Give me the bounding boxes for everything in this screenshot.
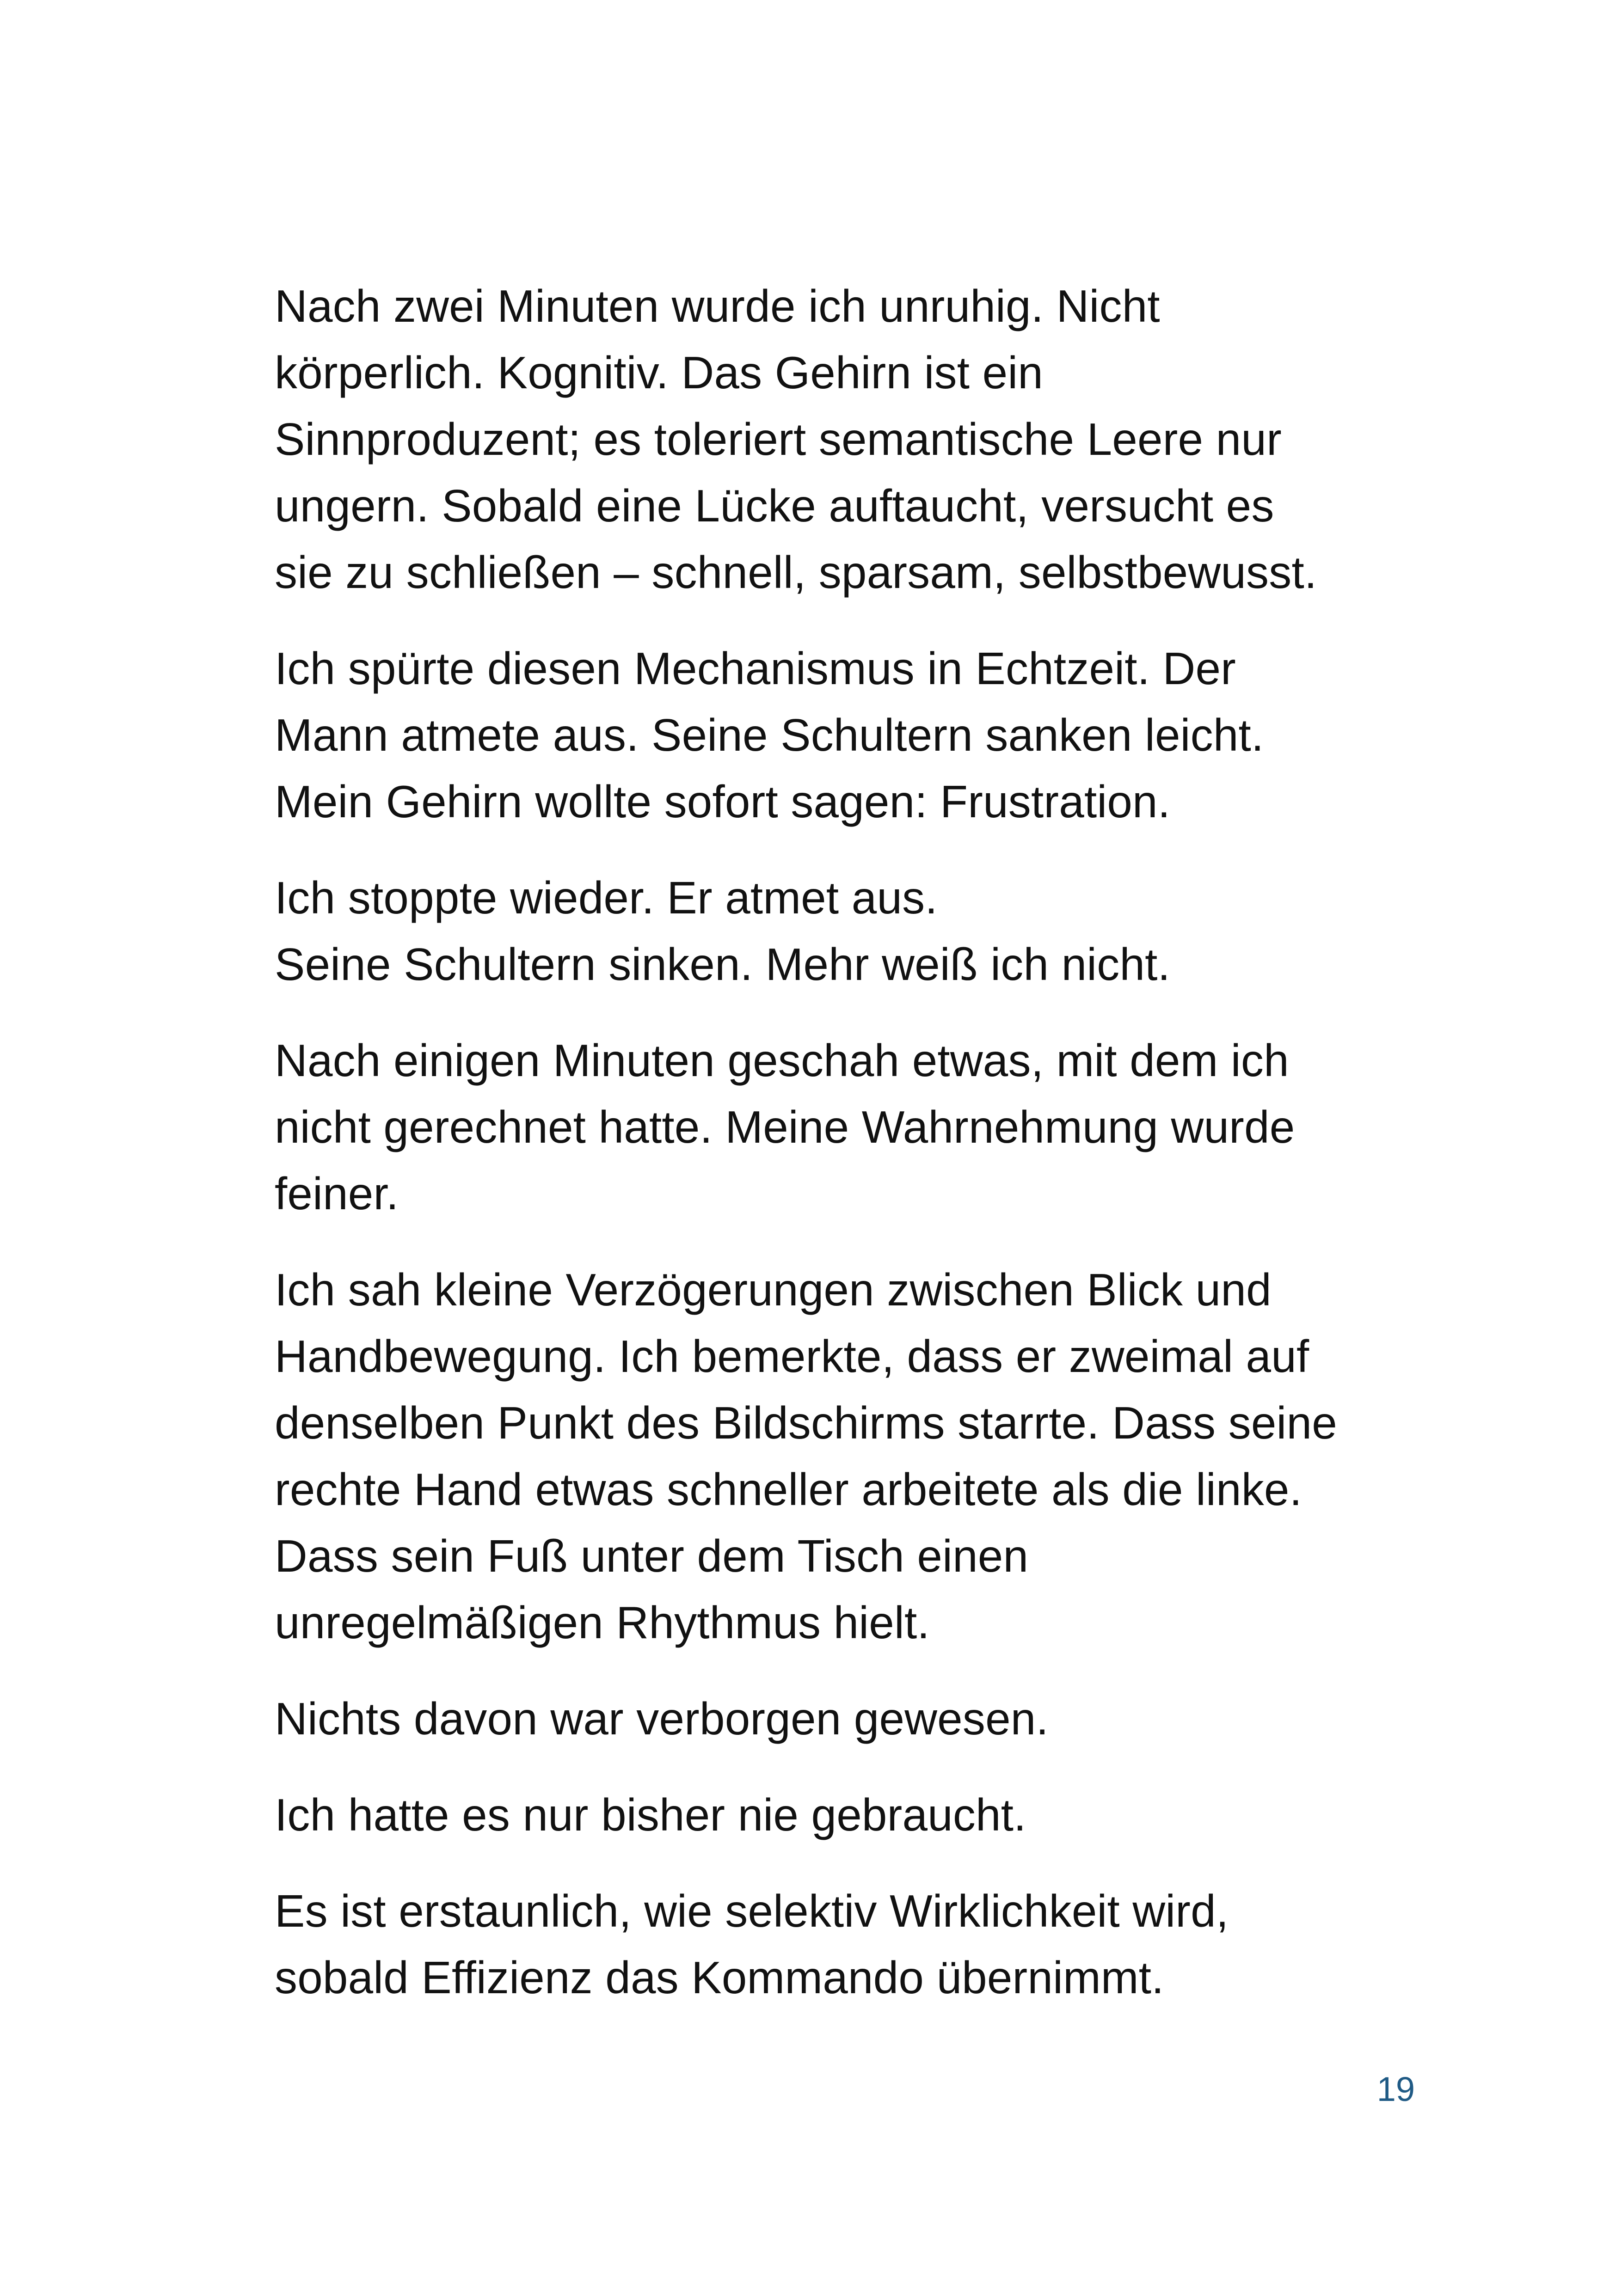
text-line: feiner. xyxy=(275,1168,399,1219)
paragraph-1 xyxy=(275,273,1421,606)
text-line: Handbewegung. Ich bemerkte, dass er zweimal auf xyxy=(275,1331,1309,1382)
text-line: Ich spürte diesen Mechanismus in Echtzeit. Der xyxy=(275,643,1236,694)
text-line: ungern. Sobald eine Lücke auftaucht, versucht es xyxy=(275,480,1274,531)
page-number: 19 xyxy=(1376,2070,1415,2108)
text-line: nicht gerechnet hatte. Meine Wahrnehmung wurde xyxy=(275,1102,1295,1152)
text-line: Nach einigen Minuten geschah etwas, mit dem ich xyxy=(275,1035,1289,1086)
text-line: Nichts davon war verborgen gewesen. xyxy=(275,1693,1049,1744)
text-line: Sinnproduzent; es toleriert semantische Leere nur xyxy=(275,414,1282,465)
text-line: Mein Gehirn wollte sofort sagen: Frustration. xyxy=(275,776,1171,827)
text-line: Seine Schultern sinken. Mehr weiß ich nicht. xyxy=(275,939,1171,990)
text-line: unregelmäßigen Rhythmus hielt. xyxy=(275,1597,930,1648)
paragraph-8 xyxy=(275,1878,1421,2011)
text-line: Dass sein Fuß unter dem Tisch einen xyxy=(275,1531,1029,1581)
text-line: sobald Effizienz das Kommando übernimmt. xyxy=(275,1952,1164,2003)
paragraph-3 xyxy=(275,864,1421,998)
text-line: Mann atmete aus. Seine Schultern sanken leicht. xyxy=(275,710,1264,760)
paragraph-2 xyxy=(275,635,1421,835)
paragraph-5 xyxy=(275,1256,1421,1656)
text-line: rechte Hand etwas schneller arbeitete als die linke. xyxy=(275,1464,1303,1515)
text-line: Nach zwei Minuten wurde ich unruhig. Nicht xyxy=(275,281,1160,331)
text-line: Ich stoppte wieder. Er atmet aus. xyxy=(275,872,938,923)
text-line: körperlich. Kognitiv. Das Gehirn ist ein xyxy=(275,347,1043,398)
paragraph-4 xyxy=(275,1027,1421,1227)
text-line: Ich sah kleine Verzögerungen zwischen Blick und xyxy=(275,1264,1272,1315)
text-line: Es ist erstaunlich, wie selektiv Wirklichkeit wird, xyxy=(275,1886,1229,1936)
paragraph-7 xyxy=(275,1782,1421,1848)
text-line: denselben Punkt des Bildschirms starrte. Dass seine xyxy=(275,1397,1337,1448)
text-line: sie zu schließen – schnell, sparsam, selbstbewusst. xyxy=(275,547,1317,598)
paragraph-6 xyxy=(275,1685,1421,1752)
text-line: Ich hatte es nur bisher nie gebraucht. xyxy=(275,1789,1026,1840)
body-text xyxy=(275,273,1421,2040)
